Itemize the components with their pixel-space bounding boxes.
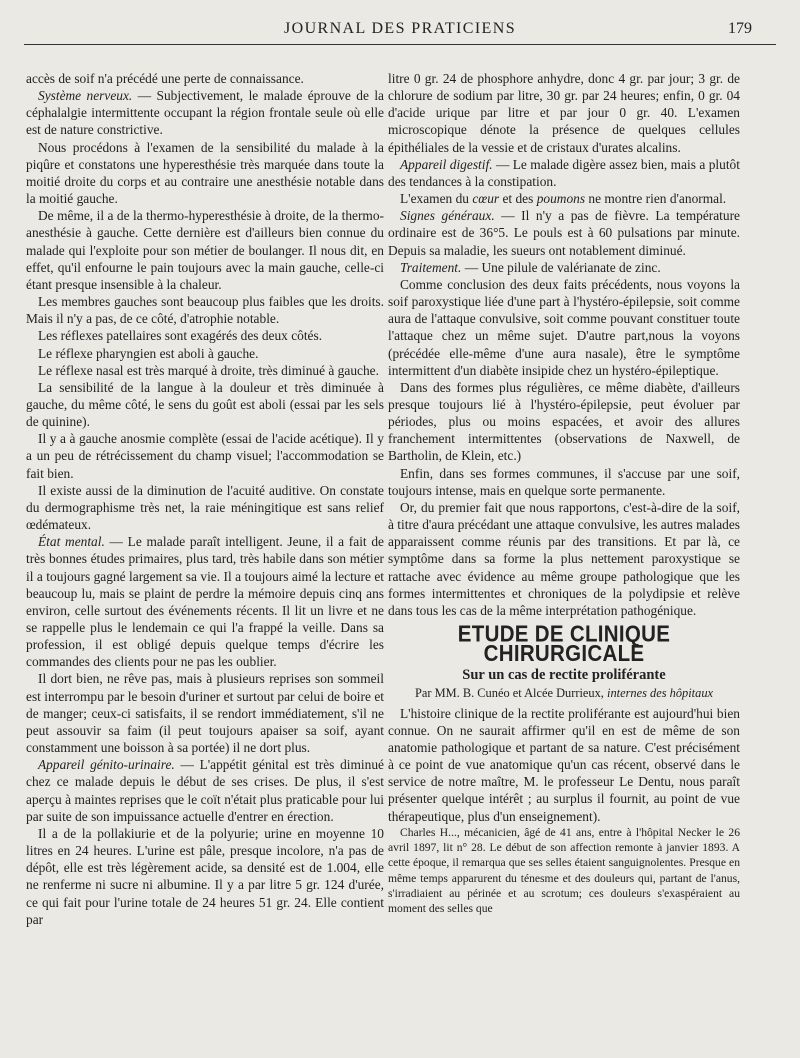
paragraph [388, 190, 740, 207]
paragraph-text: ne montre rien d'anormal. [585, 191, 727, 207]
paragraph [26, 756, 384, 825]
article-title: Sur un cas de rectite proliférante [462, 667, 666, 684]
paragraph-text: — L'appétit génital est très diminué chez ce malade depuis le début de ses crises. De plus, il s'est aperçu à maintes reprises que le coït n'était plus praticable pour lui par suite de son impuissance actuelle d'entrer en érection. [26, 757, 384, 824]
paragraph: Le réflexe pharyngien est aboli à gauche. [38, 345, 259, 361]
paragraph: De même, il a de la thermo-hyperesthésie à droite, de la thermo-anesthésie à gauche. Cette dernière est d'ailleurs bien connue du malade qui l'exploite pour son métier de boulanger. Il nous dit, en effet, qu'il enfourne le pain toujours avec la main gauche, celle-ci étant presque insensible à la chaleur. [26, 208, 384, 292]
emphasis: poumons [536, 191, 586, 207]
page-number: 179 [728, 20, 752, 37]
running-title: JOURNAL DES PRATICIENS [283, 20, 516, 37]
paragraph: Or, du premier fait que nous rapportons, c'est-à-dire de la soif, à titre d'aura précédant une attaque convulsive, les autres malades apparaissent comme réunis par des transitions. Et par là, ce symptôme dans sa forme la plus nettement paroxystique se rattache avec évidence au même groupe pathologique que les formes intermittentes et chroniques de la polydipsie et relève dans tous les cas de la même interprétation pathogénique. [388, 499, 740, 618]
paragraph: Les réflexes patellaires sont exagérés des deux côtés. [38, 328, 323, 344]
byline [388, 685, 740, 702]
paragraph: Il dort bien, ne rêve pas, mais à plusieurs reprises son sommeil est interrompu par le besoin d'uriner et surtout par celui de boire et de manger; ceux-ci satisfaits, il se rendort immédiatement, s'il ne peut assouvir sa faim (il peut toujours apaiser sa soif, ayant constamment une boisson à sa portée) il ne dort plus. [26, 671, 384, 756]
section-title: ETUDE DE CLINIQUE CHIRURGICALE [457, 621, 671, 667]
byline-affiliation: internes des hôpitaux [607, 686, 714, 701]
paragraph: Enfin, dans ses formes communes, il s'accuse par une soif, toujours intense, mais en quelque sorte permanente. [388, 465, 740, 498]
paragraph: Il y a à gauche anosmie complète (essai de l'acide acétique). Il y a un peu de rétrécissement du champ visuel; l'accommodation se fait bien. [26, 431, 384, 481]
left-column [26, 70, 384, 928]
paragraph-text: — Le malade paraît intelligent. Jeune, il a fait de très bonnes études primaires, plus tard, très habile dans son métier il a toujours gagné largement sa vie. Il a toujours aimé la lecture et beaucoup lu, mais se plaint de perdre la mémoire depuis cinq ans environ, celle surtout des événements récents. Il lit un livre et ne se rappelle plus le lendemain ce qui l'a frappé la veille. Dans sa profession, il est obligé depuis quelque temps d'écrire les commandes des clients pour ne pas les oublier. [26, 534, 384, 670]
section-label: Système nerveux. [38, 88, 133, 104]
paragraph: L'histoire clinique de la rectite proliférante est aujourd'hui bien connue. On ne saurait affirmer qu'il en est de même de son anatomie pathologique et partant de sa nature. C'est précisément à ce point de vue anatomique qu'un cas récent, observé dans le service de notre maître, M. le professeur Le Dentu, nous paraît présenter quelque intérêt ; au surplus il fournit, au point de vue thérapeutique, plus d'un enseignement). [388, 705, 740, 824]
emphasis: cœur [472, 191, 500, 207]
section-label: Traitement. [400, 259, 462, 275]
section-label: État mental. [38, 534, 105, 550]
paragraph-text: — Subjectivement, le malade éprouve de la céphalalgie intermittente occupant la région frontale seule où elle est de nature constrictive. [26, 88, 384, 138]
section-label: Appareil génito-urinaire. [38, 757, 175, 773]
paragraph: Dans des formes plus régulières, ce même diabète, d'ailleurs presque toujours lié à l'hystéro-épilepsie, peut évoluer par périodes, plus ou moins espacées, et avoir des allures franchement intermittentes (observations de Naxwell, de Bartholin, de Klein, etc.) [388, 379, 740, 464]
paragraph-text: et des [499, 191, 537, 207]
paragraph: Il existe aussi de la diminution de l'acuité auditive. On constate du dermographisme très net, la raie méningitique est sans relief œdémateux. [26, 482, 384, 533]
paragraph [388, 156, 740, 190]
paragraph-text: L'examen du [400, 191, 473, 207]
page-header [24, 18, 776, 45]
paragraph-text: — Le malade digère assez bien, mais a plutôt des tendances à la constipation. [388, 156, 740, 189]
section-label: Appareil digestif. [400, 156, 493, 172]
right-column [388, 70, 740, 917]
paragraph: Les membres gauches sont beaucoup plus faibles que les droits. Mais il n'y a pas, de ce côté, d'atrophie notable. [26, 294, 384, 327]
paragraph: Il a de la pollakiurie et de la polyurie; urine en moyenne 10 litres en 24 heures. L'urine est pâle, presque incolore, n'a pas de dépôt, elle est très légèrement acide, sa densité est de 1.004, elle ne renferme ni sucre ni albumine. Il y a par litre 5 gr. 124 d'urée, ce qui fait pour l'urine totale de 24 heures 51 gr. 24. Elle contient par [26, 825, 384, 927]
section-label: Signes généraux. [400, 208, 495, 224]
paragraph: La sensibilité de la langue à la douleur et très diminuée à gauche, du même côté, le sens du goût est aboli (essai par les sels de quinine). [26, 379, 384, 430]
byline-authors: Par MM. B. Cunéo et Alcée Durrieux, [414, 686, 608, 701]
paragraph: litre 0 gr. 24 de phosphore anhydre, donc 4 gr. par jour; 3 gr. de chlorure de sodium par litre, 30 gr. par 24 heures; enfin, 0 gr. 04 d'acide urique par litre et par jour 0 gr. 40. L'examen microscopique dénote la présence de quelques cellules épithéliales de la vessie et de cristaux d'urates alcalins. [388, 71, 740, 155]
paragraph-text: — Il n'y a pas de fièvre. La température ordinaire est de 36°5. Le pouls est à 60 pulsations par minute. Depuis sa maladie, les sueurs ont notablement diminué. [388, 208, 740, 258]
paragraph: Le réflexe nasal est très marqué à droite, très diminué à gauche. [38, 362, 379, 378]
case-report-paragraph: Charles H..., mécanicien, âgé de 41 ans, entre à l'hôpital Necker le 26 avril 1897, lit n° 28. Le début de son affection remonte à janvier 1893. A cette époque, il remarqua que ses selles étaient sanguignolentes. Presque en même temps apparurent du ténesme et des douleurs qui, partant de l'anus, s'irradiaient au périnée et au scrotum; ces douleurs s'exaspéraient au moment des selles que [388, 825, 740, 916]
paragraph [388, 207, 740, 258]
paragraph-text: — Une pilule de valérianate de zinc. [461, 259, 661, 275]
paragraph: Comme conclusion des deux faits précédents, nous voyons la soif paroxystique liée d'une part à l'hystéro-épilepsie, soit comme aura de l'attaque convulsive, soit comme pouvant constituer toute l'attaque chez un même sujet. D'autre part,nous la voyons (précédée elle-même d'une aura nasale), être le symptôme intermittent d'un diabète insipide chez un hystéro-épileptique. [388, 276, 740, 378]
paragraph: accès de soif n'a précédé une perte de connaissance. [26, 71, 304, 86]
paragraph: Nous procédons à l'examen de la sensibilité du malade à la piqûre et constatons une hyperesthésie très marquée dans toute la moitié droite du corps et au contraire une anesthésie notable dans la moitié gauche. [26, 139, 384, 207]
paragraph [26, 87, 384, 138]
paragraph [26, 533, 384, 670]
paragraph [388, 259, 740, 276]
